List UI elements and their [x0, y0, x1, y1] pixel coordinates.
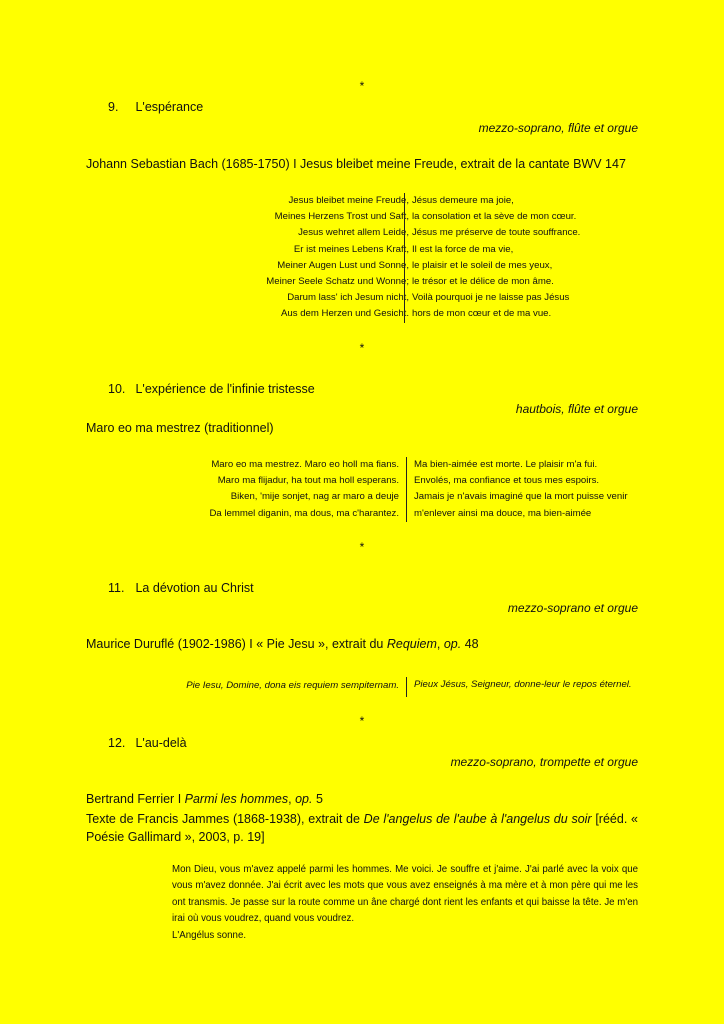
section-title: L'expérience de l'infinie tristesse — [135, 382, 315, 396]
verse-line: Pieux Jésus, Seigneur, donne-leur le repos éternel. — [414, 679, 632, 690]
section-12-composer — [86, 792, 323, 806]
section-11-heading — [108, 581, 254, 595]
translation-column — [406, 457, 628, 522]
separator-star: * — [359, 341, 365, 355]
section-11-composer — [86, 637, 479, 651]
work-title: Requiem — [386, 637, 437, 651]
section-12-text-credit — [86, 810, 638, 846]
verse-line: m'enlever ainsi ma douce, ma bien-aimée — [414, 507, 592, 519]
separator-star: * — [359, 714, 365, 728]
verse-line: Jesus bleibet meine Freude, — [288, 195, 409, 206]
section-number: 11. — [108, 581, 125, 595]
verse-line: Maro ma flijadur, ha tout ma holl esperans. — [217, 475, 399, 487]
verse-line: Jesus wehret allem Leide, — [298, 227, 409, 239]
section-11-instruments: mezzo-soprano et orgue — [507, 601, 638, 615]
verse-line: Voilà pourquoi je ne laisse pas Jésus — [412, 292, 570, 304]
opus-label: op. — [443, 637, 462, 651]
section-number: 10. — [108, 382, 126, 396]
translation-column — [404, 193, 580, 323]
verse-line: Pie Iesu, Domine, dona eis requiem sempiternam. — [186, 680, 399, 691]
verse-line: Jésus demeure ma joie, — [412, 195, 514, 206]
verse-line: Da lemmel diganin, ma dous, ma c'harantez. — [209, 507, 399, 519]
text-source-title: De l'angelus de l'aube à l'angelus du soir — [363, 812, 592, 826]
section-12-heading — [108, 736, 187, 750]
section-12-instruments: mezzo-soprano, trompette et orgue — [450, 755, 638, 769]
verse-line: Il est la force de ma vie, — [412, 243, 514, 255]
verse-line: Meiner Seele Schatz und Wonne; — [266, 276, 409, 288]
section-title: L'espérance — [135, 100, 204, 114]
verse-line: Ma bien-aimée est morte. Le plaisir m'a fui. — [414, 459, 598, 470]
verse-line: le plaisir et le soleil de mes yeux, — [412, 259, 553, 271]
section-title: La dévotion au Christ — [135, 581, 254, 595]
section-11-verses-original — [186, 677, 406, 697]
section-10-verses-original — [209, 457, 406, 522]
verse-line: Biken, 'mije sonjet, nag ar maro a deuje — [230, 491, 399, 503]
work-title: Parmi les hommes — [184, 792, 289, 806]
verse-line: Darum lass' ich Jesum nicht, — [287, 292, 409, 304]
section-10-heading — [108, 382, 315, 396]
original-text-column — [209, 457, 406, 522]
section-9-verses-translation — [404, 193, 580, 323]
original-text-column — [186, 677, 406, 697]
section-10-composer: Maro eo ma mestrez (traditionnel) — [86, 421, 274, 435]
translation-column — [406, 677, 632, 697]
text-author: Texte de Francis Jammes (1868-1938), extrait de — [86, 812, 364, 826]
separator-star: * — [359, 540, 365, 554]
section-title: L'au-delà — [135, 736, 187, 750]
opus-label: op. — [295, 792, 313, 806]
verse-line: Envolés, ma confiance et tous mes espoirs. — [414, 475, 600, 487]
prose-paragraph: Mon Dieu, vous m'avez appelé parmi les hommes. Me voici. Je souffre et j'aime. J'ai parlé avec la voix que vous m'avez donnée. J'ai écrit avec les mots que vous avez enseignés à ma mère et à mon père qui me les ont transmis. Je passe sur la route comme un âne chargé dont rient les enfants et qui baisse la tête. Je m'en irai où vous voudrez, quand vous voudrez. — [172, 864, 638, 925]
verse-line: Jésus me préserve de toute souffrance. — [412, 227, 581, 239]
section-11-verses-translation — [406, 677, 632, 697]
text-edition: [rééd. « Poésie Gallimard », 2003, p. 19] — [86, 812, 638, 844]
section-number: 9. — [108, 100, 119, 114]
section-number: 12. — [108, 736, 126, 750]
composer-name: Maurice Duruflé (1902-1986) I « Pie Jesu », extrait du — [86, 637, 387, 651]
verse-line: le trésor et le délice de mon âme. — [412, 276, 554, 288]
verse-line: Meines Herzens Trost und Saft, — [274, 211, 409, 223]
section-10-verses-translation — [406, 457, 628, 522]
section-9-heading — [108, 100, 203, 114]
separator-comma: , — [436, 637, 444, 651]
section-9-instruments: mezzo-soprano, flûte et orgue — [478, 121, 638, 135]
separator-star: * — [359, 79, 365, 93]
section-9-composer: Johann Sebastian Bach (1685-1750) I Jesus bleibet meine Freude, extrait de la cantate BWV 147 — [86, 157, 626, 171]
original-text-column — [266, 193, 416, 323]
section-10-instruments: hautbois, flûte et orgue — [515, 402, 638, 416]
section-9-verses-original — [266, 193, 416, 323]
composer-name: Bertrand Ferrier I — [86, 792, 185, 806]
verse-line: Aus dem Herzen und Gesicht. — [281, 308, 409, 320]
section-12-prose — [172, 862, 638, 944]
verse-line: Er ist meines Lebens Kraft, — [293, 243, 409, 255]
opus-number: 48 — [461, 637, 479, 651]
prose-final-line: L'Angélus sonne. — [172, 929, 247, 941]
verse-line: Jamais je n'avais imaginé que la mort puisse venir — [414, 491, 628, 503]
separator-comma: , — [288, 792, 296, 806]
opus-number: 5 — [312, 792, 323, 806]
verse-line: la consolation et la sève de mon cœur. — [412, 211, 577, 223]
verse-line: Maro eo ma mestrez. Maro eo holl ma fians. — [211, 459, 399, 470]
verse-line: hors de mon cœur et de ma vue. — [412, 308, 552, 320]
verse-line: Meiner Augen Lust und Sonne, — [277, 259, 409, 271]
